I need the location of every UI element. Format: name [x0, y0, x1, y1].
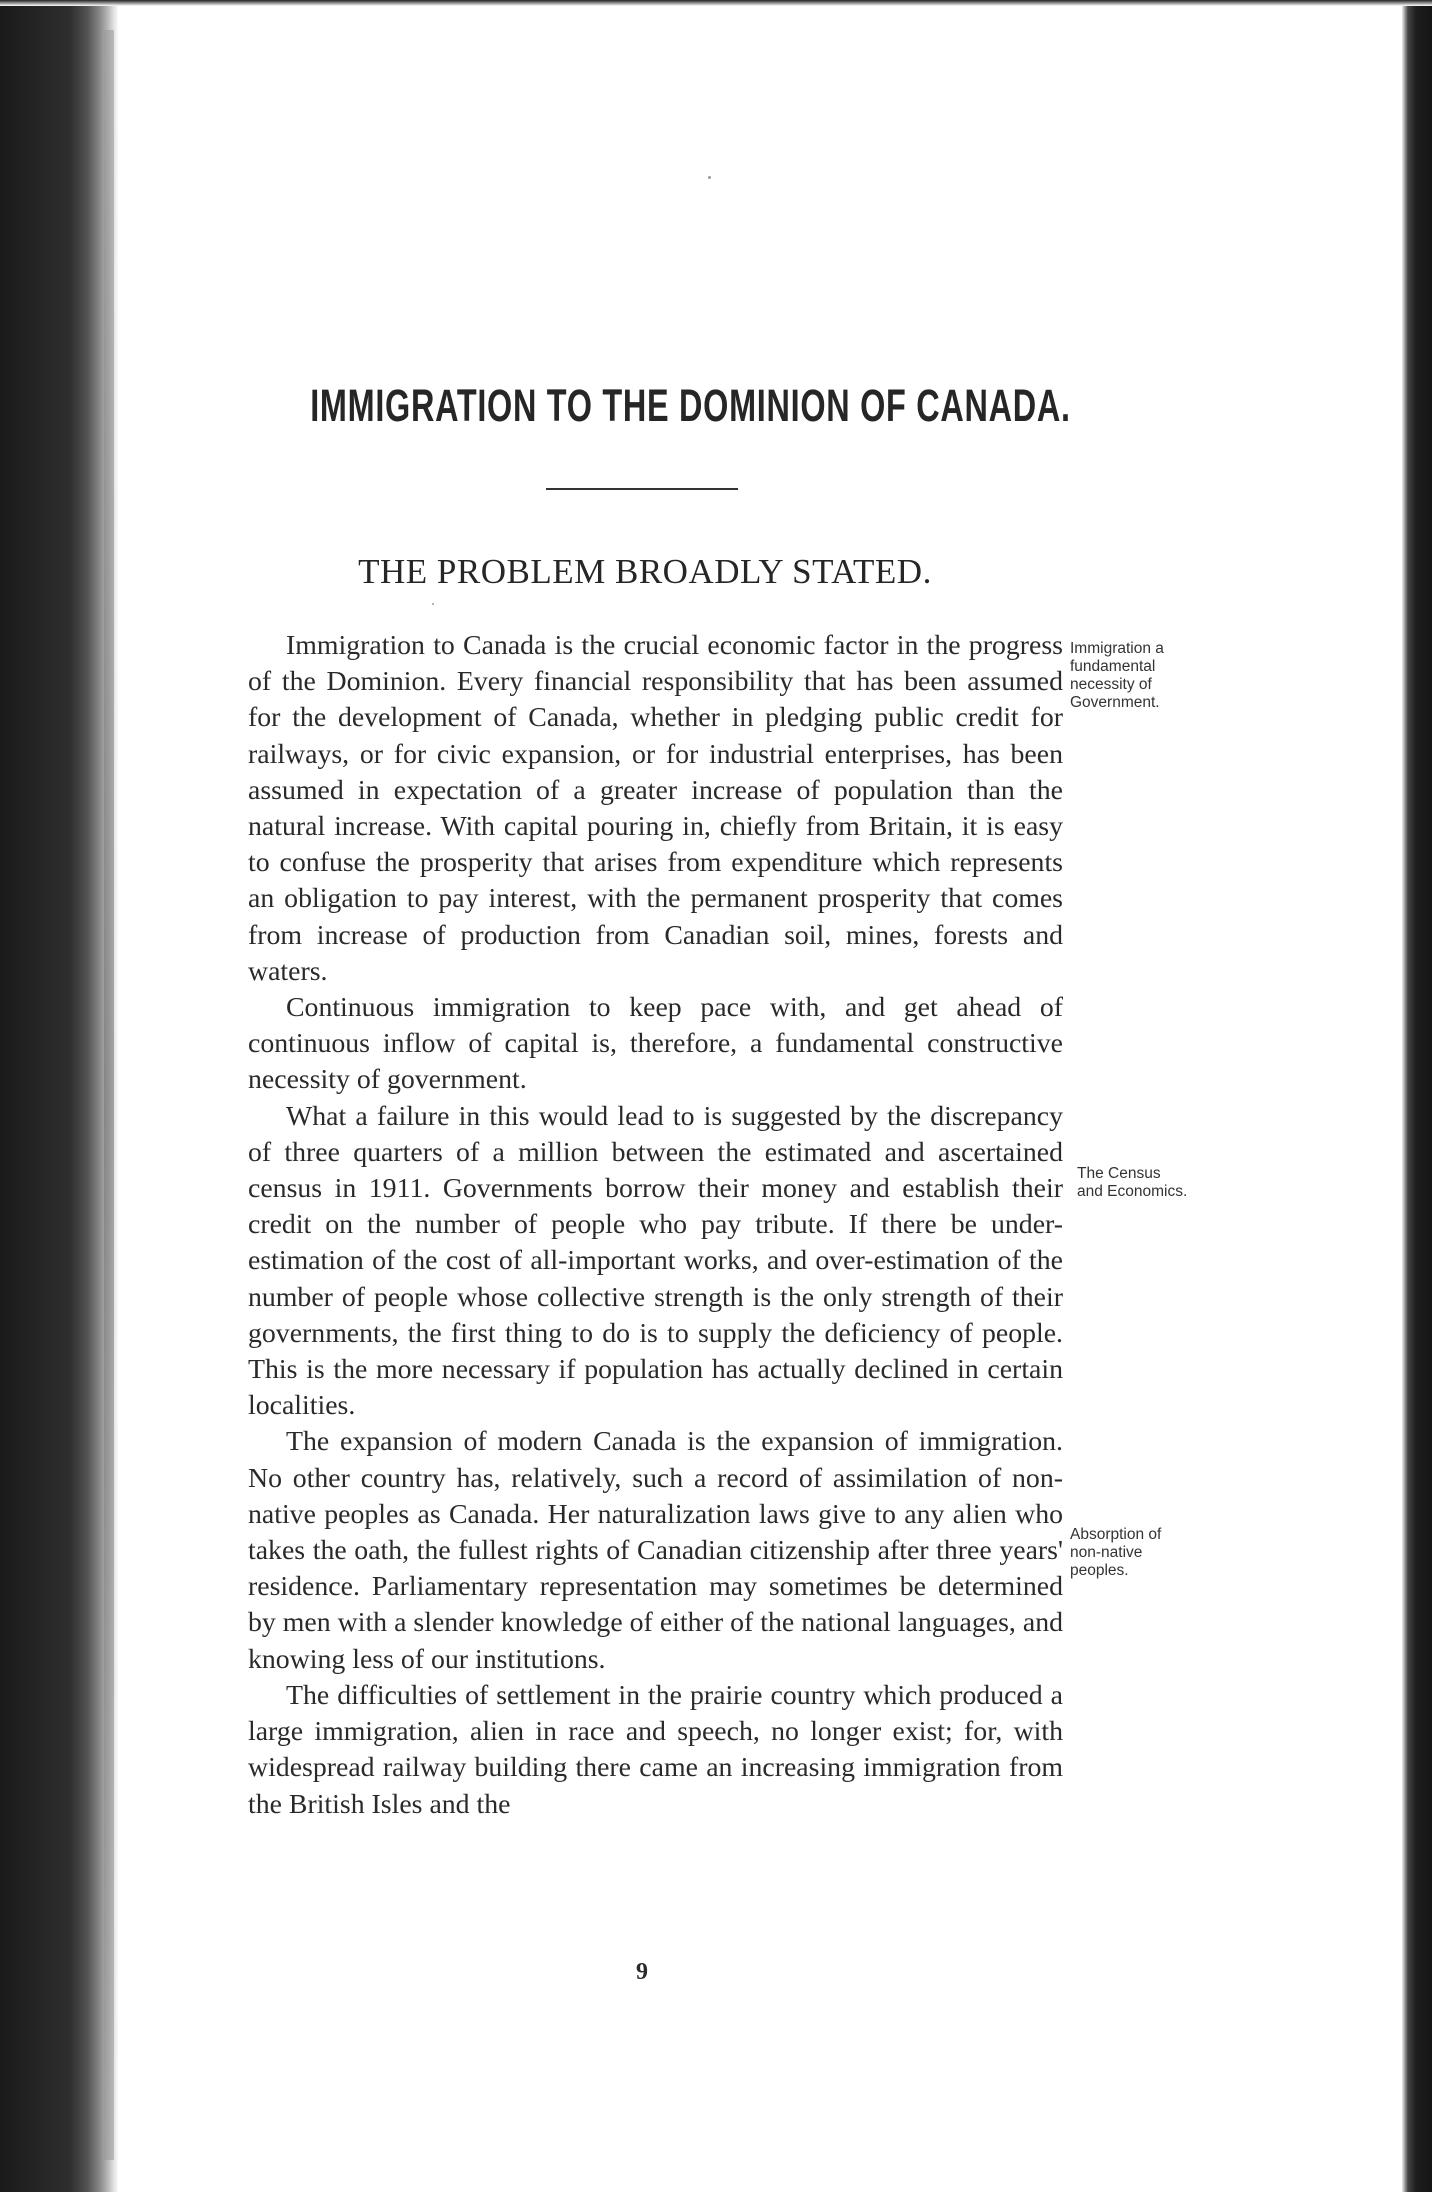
scan-right-edge	[1402, 0, 1432, 2192]
paragraph: Continuous immigration to keep pace with, and get ahead of continuous inflow of capital is, therefore, a fundamental constructive necessity of government.	[248, 992, 1063, 1096]
sidenote-line: and Economics.	[1077, 1183, 1188, 1200]
sidenote-line: Absorption of	[1070, 1526, 1162, 1543]
scan-top-edge	[0, 0, 1432, 6]
sidenote-line: necessity of	[1070, 676, 1152, 693]
scan-binding-edge	[0, 0, 118, 2192]
sidenote-line: Immigration a	[1070, 640, 1164, 657]
section-heading: THE PROBLEM BROADLY STATED.	[358, 552, 932, 591]
paragraph: The difficulties of settlement in the prairie country which produced a large immigration, alien in race and speech, no longer exist; for, with widespread railway building there came an increasing immigration from the British Isles and the	[248, 1679, 1063, 1820]
paper-speck	[432, 603, 434, 605]
paragraph: What a failure in this would lead to is suggested by the discrepancy of three quarters of a million between the estimated and ascertained census in 1911. Governments borrow their money and establish their credit on the number of people who pay tribute. If there be under-estimation of the cost of all-important works, and over-estimation of the number of people whose collective strength is the only strength of their governments, the first thing to do is to supply the deficiency of people. This is the more necessary if population has actually declined in certain localities.	[248, 1100, 1063, 1422]
paper-speck	[708, 176, 711, 179]
paragraph: The expansion of modern Canada is the expansion of immigration. No other country has, relatively, such a record of assimilation of non-native peoples as Canada. Her naturalization laws give to any alien who takes the oath, the fullest rights of Canadian citizenship after three years' residence. Parliamentary representation may sometimes be determined by men with a slender knowledge of either of the national languages, and knowing less of our institutions.	[248, 1426, 1063, 1675]
sidenote-line: non-native	[1070, 1544, 1143, 1561]
sidenote-census	[1077, 1165, 1247, 1201]
title-rule	[546, 488, 738, 490]
book-title: IMMIGRATION TO THE DOMINION OF CANADA.	[310, 380, 1071, 431]
page-number: 9	[636, 1959, 648, 1985]
body-text	[248, 628, 1063, 1823]
sidenote-absorption	[1070, 1526, 1240, 1580]
sidenote-line: peoples.	[1070, 1562, 1129, 1579]
sidenote-line: fundamental	[1070, 658, 1156, 675]
paragraph: Immigration to Canada is the crucial economic factor in the progress of the Dominion. Every financial responsibility that has been assumed for the development of Canada, whether in pledging public credit for railways, or for civic expansion, or for industrial enterprises, has been assumed in expectation of a greater increase of population than the natural increase. With capital pouring in, chiefly from Britain, it is easy to confuse the prosperity that arises from expenditure which represents an obligation to pay interest, with the permanent prosperity that comes from increase of production from Canadian soil, mines, forests and waters.	[248, 630, 1063, 987]
sidenote-line: Government.	[1070, 694, 1160, 711]
sidenote-immigration	[1070, 640, 1240, 712]
sidenote-line: The Census	[1077, 1165, 1161, 1182]
